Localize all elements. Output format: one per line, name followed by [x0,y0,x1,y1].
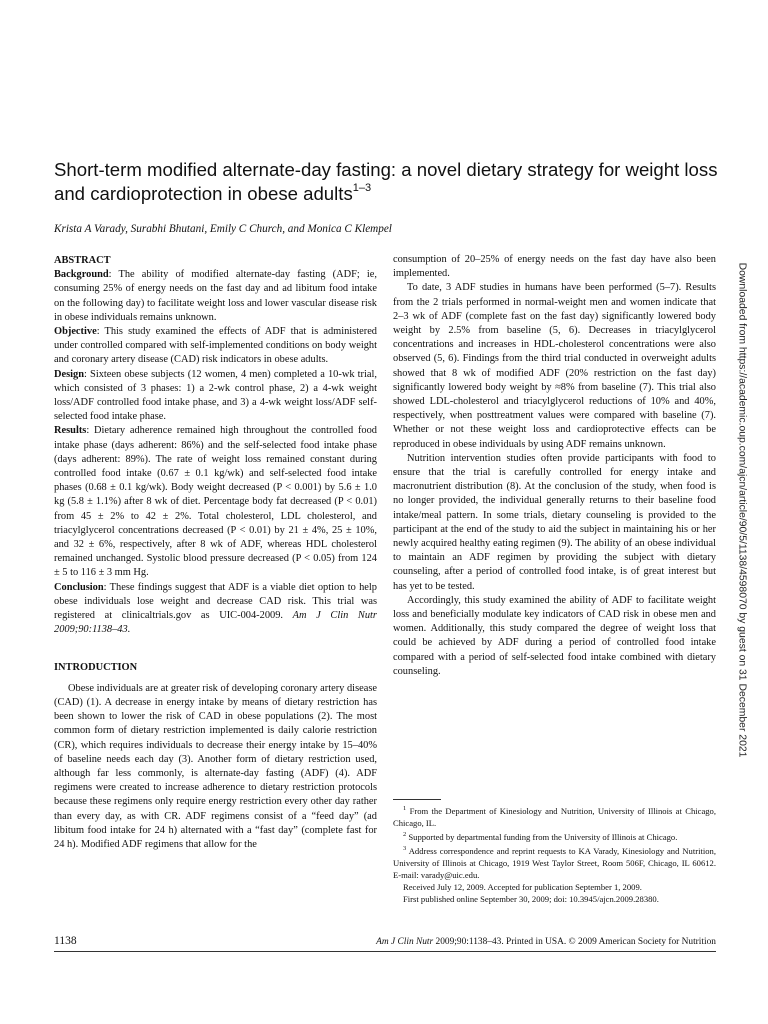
design-text: : Sixteen obese subjects (12 women, 4 men) completed a 10-wk trial, which consisted of 3 phases: 1) a 2-wk control phase, 2) a 4-wk weight loss/ADF controlled food intake phase, and 3) a 4-wk weight loss/ADF self-selected food intake phase. [54,368,377,423]
online-publication: First published online September 30, 2009; doi: 10.3945/ajcn.2009.28380. [403,893,659,904]
footnote-text: Address correspondence and reprint requests to KA Varady, Kinesiology and Nutrition, University of Illinois at Chicago, 1919 West Taylor Street, Room 506F, Chicago, IL 60612. E-mail: varady@uic.edu. [393,845,716,880]
objective-label: Objective [54,326,97,338]
footnote-2 [393,829,716,843]
footnotes [393,803,716,905]
paragraph: Accordingly, this study examined the ability of ADF to facilitate weight loss and beneficially modulate key indicators of CAD risk in obese men and women. Additionally, this study compared the degree of weight loss that could be achieved by ADF during a period of controlled food intake compared with a period of self-selected food intake combined with dietary counseling. [393,594,716,677]
footnote-mark: 2 [403,830,407,838]
journal-footer [376,937,716,947]
paragraph: Nutrition intervention studies often provide participants with food to ensure that the trial is carefully controlled for energy intake and macronutrient distribution (8). At the conclusion of the study, when food is no longer provided, the individual generally returns to their baseline food intake/meal pattern. In some trials, dietary counseling is provided to the participant at the end of the study to aid the subject in maintaining his or her newly acquired healthy eating regimen (9). The ability of an obese individual to maintain an ADF regimen by providing the subject with dietary counseling, after a period of controlled food intake, is of great interest but has yet to be tested. [393,452,716,592]
footnote-1 [393,803,716,829]
author-list: Krista A Varady, Surabhi Bhutani, Emily C Church, and Monica C Klempel [54,223,392,235]
abstract-conclusion [54,581,377,638]
abstract-citation: Am J Clin Nutr 2009;90:1138–43. [54,610,377,636]
article-title [54,158,724,206]
objective-text: : This study examined the effects of ADF that is administered under controlled compared with self-implemented conditions on body weight and coronary artery disease (CAD) risk indicators in obese adults. [54,326,377,366]
footer-rule [54,951,716,952]
results-label: Results [54,425,87,437]
received-dates: Received July 12, 2009. Accepted for publication September 1, 2009. [403,881,642,892]
footnote-mark: 3 [403,844,407,852]
footnote-3 [393,843,716,881]
footnote-divider [393,799,441,800]
abstract-results [54,424,377,580]
page-number: 1138 [54,935,77,947]
footnote-text: From the Department of Kinesiology and Nutrition, University of Illinois at Chicago, Chicago, IL. [393,805,716,828]
design-label: Design [54,368,85,380]
journal-details: 2009;90:1138–43. Printed in USA. © 2009 American Society for Nutrition [433,937,716,947]
right-column [393,253,716,679]
title-footnote-marks: 1–3 [352,182,372,194]
introduction-heading: INTRODUCTION [54,662,138,674]
background-text: : The ability of modified alternate-day fasting (ADF; ie, consuming 25% of energy needs on the fast day and ad libitum food intake on the following day) to facilitate weight loss and lower vascular disease risk in obese individuals remains unknown. [54,269,377,323]
download-note: Downloaded from https://academic.oup.com/ajcn/article/90/5/1138/4598070 by guest on 31 December 2021 [736,262,748,758]
paragraph: To date, 3 ADF studies in humans have been performed (5–7). Results from the 2 trials performed in normal-weight men and women indicate that 2–3 wk of ADF (complete fast on the fast day) significantly lowered body weight by 2.5% from baseline (5, 6). Decreases in triacylglycerol concentrations and increases in HDL-cholesterol concentrations were also observed (5, 6). Findings from the third trial conducted in overweight adults showed that 8 wk of modified ADF (20% restriction on the fast day) significantly lowered body weight by ≈8% from baseline (7). This trial also showed LDL-cholesterol and triacylglycerol reductions of 10% and 40%, respectively, when posttreatment values were compared with baseline (7). Whether or not these weight loss and cardioprotective effects can be reproduced in obese individuals by using ADF remains unknown. [393,282,716,450]
left-column [54,254,377,852]
background-label: Background [54,269,109,281]
abstract-background [54,268,377,325]
introduction-paragraph: Obese individuals are at greater risk of developing coronary artery disease (CAD) (1). A decrease in energy intake by means of dietary restriction has been shown to lower the risk of CAD in obese populations (2). The most common form of dietary restriction implemented is daily calorie restriction (CR), which requires individuals to decrease their energy intake by 15–40% of baseline needs each day (3). Another form of dietary restriction used, although far less commonly, is alternate-day fasting (ADF) (4). ADF regimens were created to increase adherence to dietary restriction protocols because these regimens only require energy restriction every other day rather than every day, as with CR. ADF regimens consist of a “feed day” (ad libitum food intake for 24 h) alternated with a “fast day” (complete fast for 24 h). Modified ADF regimens that allow for the [54,682,377,850]
abstract-heading: ABSTRACT [54,255,111,266]
conclusion-label: Conclusion [54,581,104,593]
footnote-text: Supported by departmental funding from the University of Illinois at Chicago. [406,831,678,842]
title-text: Short-term modified alternate-day fasting: a novel dietary strategy for weight loss and cardioprotection in obese adults [54,159,718,204]
footnote-mark: 1 [403,805,407,812]
paragraph-continued: consumption of 20–25% of energy needs on the fast day have also been implemented. [393,254,716,280]
conclusion-text: : These findings suggest that ADF is a viable diet option to help obese individuals lose weight and decrease CAD risk. This trial was registered at clinicaltrials.gov as UIC-004-2009. [54,581,377,622]
abstract-design [54,368,377,425]
abstract-objective [54,325,377,368]
results-text: : Dietary adherence remained high throughout the controlled food intake phase (days adherent: 86%) and the self-selected food intake phase (days adherent: 89%). The rate of weight loss remained constant during controlled food intake (0.67 ± 0.1 kg/wk) and self-selected food intake phases (0.68 ± 0.1 kg/wk). Body weight decreased (P < 0.001) by 5.6 ± 1.0 kg (5.8 ± 1.1%) after 8 wk of diet. Percentage body fat decreased (P < 0.01) from 45 ± 2% to 42 ± 2%. Total cholesterol, LDL cholesterol, and triacylglycerol concentrations decreased (P < 0.01) by 21 ± 4%, 25 ± 10%, and 32 ± 6%, respectively, after 8 wk of ADF, whereas HDL cholesterol remained unchanged. Systolic blood pressure decreased (P < 0.05) from 124 ± 5 to 116 ± 3 mm Hg. [54,425,377,579]
journal-abbrev: Am J Clin Nutr [376,937,434,947]
